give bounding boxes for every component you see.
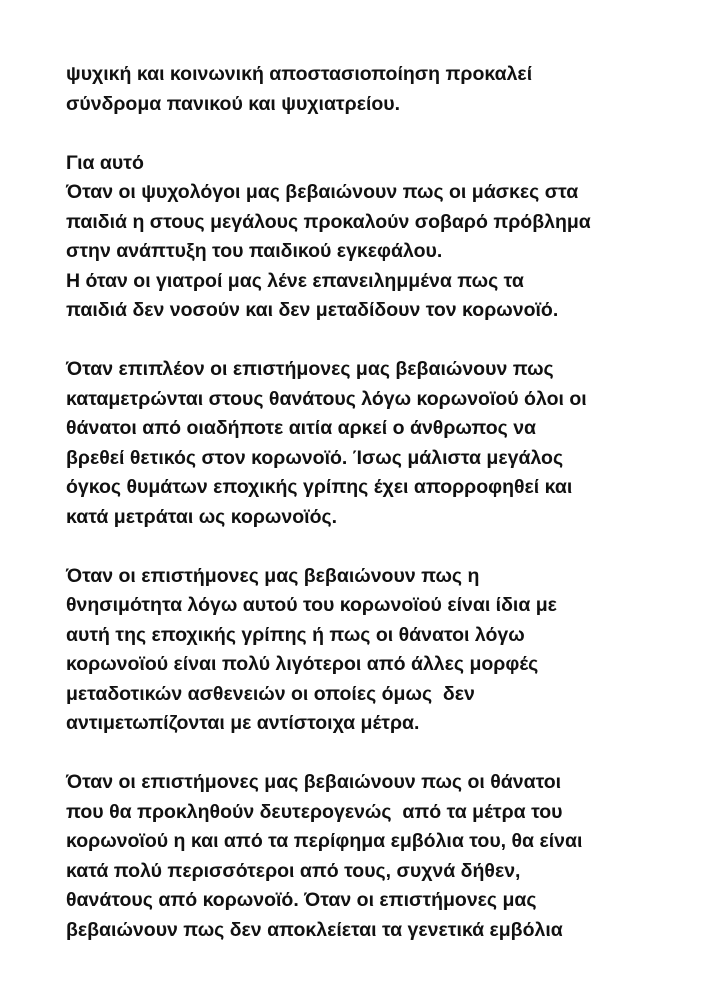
text-line: όγκος θυμάτων εποχικής γρίπης έχει απορροφηθεί και [66,476,573,498]
paragraph [66,149,706,326]
paragraph [66,60,706,119]
text-line: Όταν οι επιστήμονες μας βεβαιώνουν πως η [66,564,480,587]
text-line: που θα προκληθούν δευτερογενώς από τα μέτρα του [66,800,563,823]
document-body [66,60,706,975]
text-line: παιδιά δεν νοσούν και δεν μεταδίδουν τον κορωνοϊό. [66,299,559,321]
text-line: ψυχική και κοινωνική αποστασιοποίηση προκαλεί [66,63,533,85]
text-line: θάνατοι από οιαδήποτε αιτία αρκεί ο άνθρωπος να [66,417,537,439]
text-line: κορωνοϊού είναι πολύ λιγότεροι από άλλες μορφές [66,653,539,675]
text-line: βεβαιώνουν πως δεν αποκλείεται τα γενετικά εμβόλια [66,918,563,941]
text-line: παιδιά η στους μεγάλους προκαλούν σοβαρό πρόβλημα [66,210,591,233]
text-line: Για αυτό [66,151,144,174]
text-line: κορωνοϊού η και από τα περίφημα εμβόλια του, θα είναι [66,830,583,852]
text-line: αντιμετωπίζονται με αντίστοιχα μέτρα. [66,712,420,734]
text-line: σύνδρομα πανικού και ψυχιατρείου. [66,92,401,115]
text-line: κατά μετράται ως κορωνοϊός. [66,505,338,528]
text-line: θνησιμότητα λόγω αυτού του κορωνοϊού είναι ίδια με [66,594,557,616]
text-line: στην ανάπτυξη του παιδικού εγκεφάλου. [66,240,443,262]
text-line: μεταδοτικών ασθενειών οι οποίες όμως δεν [66,682,475,705]
text-line: θανάτους από κορωνοϊό. Όταν οι επιστήμονες μας [66,889,537,911]
paragraph [66,562,706,739]
text-line: βρεθεί θετικός στον κορωνοϊό. Ίσως μάλιστα μεγάλος [66,446,564,469]
paragraph [66,768,706,945]
text-line: καταμετρώνται στους θανάτους λόγω κορωνοϊού όλοι οι [66,387,587,410]
text-line: Όταν οι επιστήμονες μας βεβαιώνουν πως οι θάνατοι [66,771,562,793]
text-line: κατά πολύ περισσότεροι από τους, συχνά δήθεν, [66,859,521,882]
paragraph [66,355,706,532]
text-line: αυτή της εποχικής γρίπης ή πως οι θάνατοι λόγω [66,623,525,646]
text-line: Όταν επιπλέον οι επιστήμονες μας βεβαιώνουν πως [66,358,554,380]
text-line: Όταν οι ψυχολόγοι μας βεβαιώνουν πως οι μάσκες στα [66,181,579,203]
text-line: Η όταν οι γιατροί μας λένε επανειλημμένα πως τα [66,269,524,292]
